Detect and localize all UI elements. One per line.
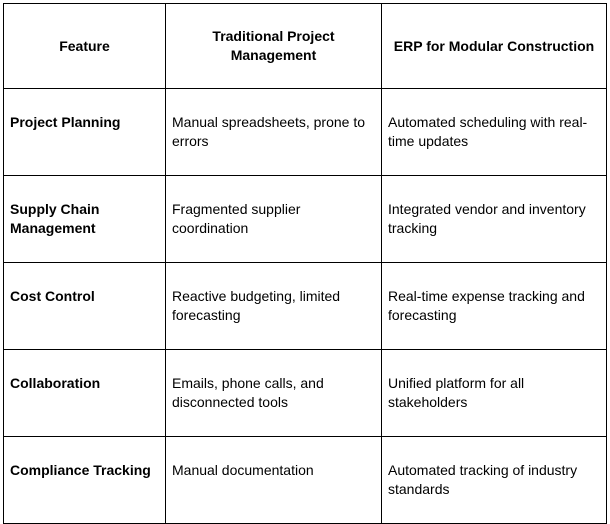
traditional-cell: Emails, phone calls, and disconnected tools: [166, 350, 382, 437]
table-header-row: [4, 4, 607, 89]
header-traditional: Traditional Project Management: [166, 4, 382, 89]
feature-cell: Cost Control: [4, 263, 166, 350]
comparison-table: [3, 3, 607, 524]
traditional-cell: Reactive budgeting, limited forecasting: [166, 263, 382, 350]
erp-cell: Unified platform for all stakeholders: [382, 350, 607, 437]
traditional-cell: Manual spreadsheets, prone to errors: [166, 89, 382, 176]
header-erp: ERP for Modular Construction: [382, 4, 607, 89]
header-feature: Feature: [4, 4, 166, 89]
feature-cell: Collaboration: [4, 350, 166, 437]
table-row: [4, 350, 607, 437]
comparison-table-container: [3, 3, 606, 517]
traditional-cell: Manual documentation: [166, 437, 382, 524]
erp-cell: Real-time expense tracking and forecasting: [382, 263, 607, 350]
table-row: [4, 89, 607, 176]
erp-cell: Automated scheduling with real-time updates: [382, 89, 607, 176]
table-row: [4, 176, 607, 263]
feature-cell: Compliance Tracking: [4, 437, 166, 524]
feature-cell: Supply Chain Management: [4, 176, 166, 263]
erp-cell: Automated tracking of industry standards: [382, 437, 607, 524]
erp-cell: Integrated vendor and inventory tracking: [382, 176, 607, 263]
feature-cell: Project Planning: [4, 89, 166, 176]
table-row: [4, 437, 607, 524]
table-row: [4, 263, 607, 350]
traditional-cell: Fragmented supplier coordination: [166, 176, 382, 263]
